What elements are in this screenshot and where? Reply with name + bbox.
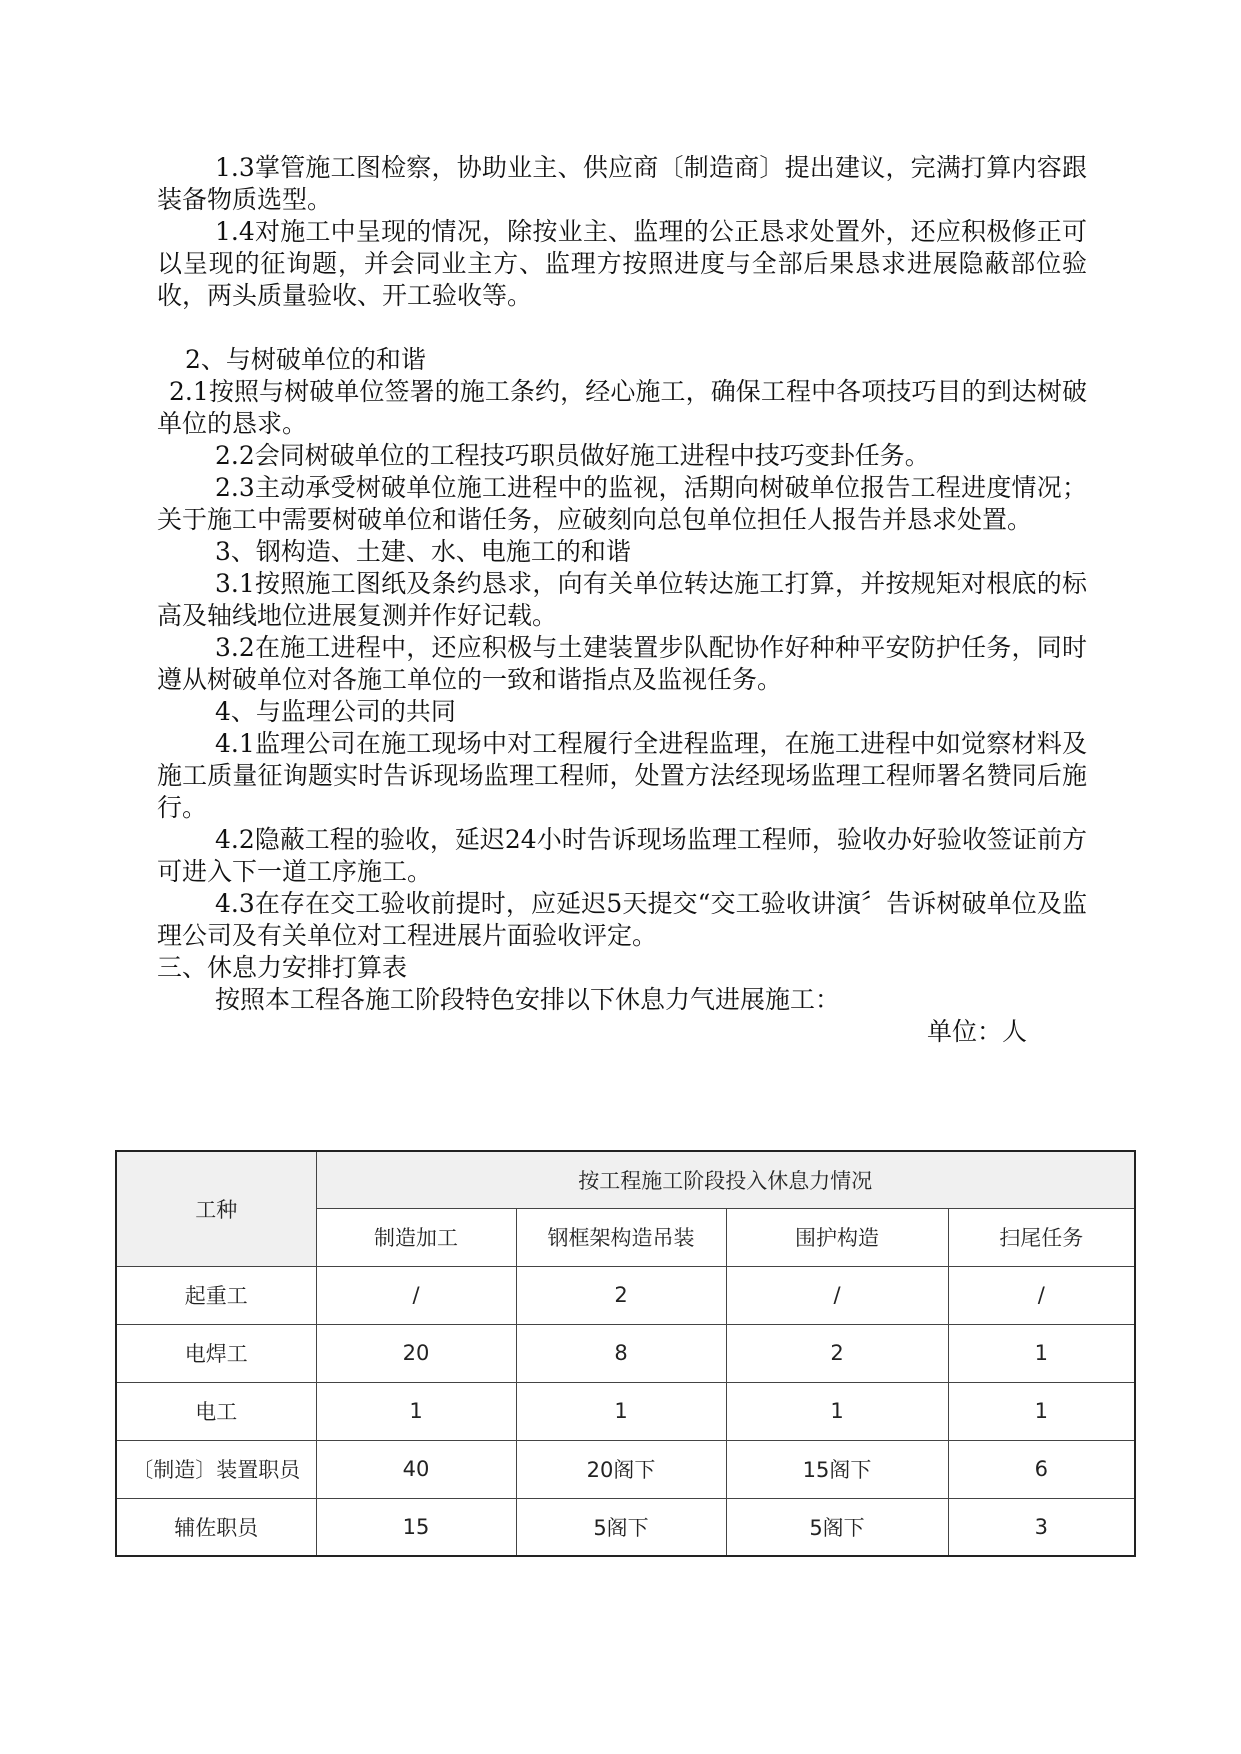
paragraph-2-3: 2.3主动承受树破单位施工进程中的监视，活期向树破单位报告工程进度情况；关于施工中需要树破单位和谐任务，应破刻向总包单位担任人报告并恳求处置。 [157,473,1087,534]
unit-label: 单位：人 [926,1017,1027,1046]
table-header-row [116,1151,1135,1208]
table-cell: 1 [948,1324,1135,1382]
paragraph-2-2: 2.2会同树破单位的工程技巧职员做好施工进程中技巧变卦任务。 [215,441,930,470]
header-col-3: 围护构造 [726,1208,948,1266]
paragraph-4-2: 4.2隐蔽工程的验收，延迟24小时告诉现场监理工程师，验收办好验收签证前方可进入下一道工序施工。 [157,825,1087,886]
table-cell: 6 [948,1440,1135,1498]
header-trade: 工种 [116,1151,316,1266]
table-row [116,1266,1135,1324]
paragraph-4-1: 4.1监理公司在施工现场中对工程履行全进程监理，在施工进程中如觉察材料及施工质量征询题实时告诉现场监理工程师，处置方法经现场监理工程师署名赞同后施行。 [157,729,1087,822]
table-cell: 5阁下 [516,1498,726,1556]
paragraph-1-3: 1.3掌管施工图检察，协助业主、供应商〔制造商〕提出建议，完满打算内容跟装备物质选型。 [157,153,1087,214]
table-cell: 15阁下 [726,1440,948,1498]
table-cell: 1 [948,1382,1135,1440]
paragraph-4-3: 4.3在存在交工验收前提时，应延迟5天提交“交工验收讲演〞告诉树破单位及监理公司及有关单位对工程进展片面验收评定。 [157,889,1087,950]
table-cell: 5阁下 [726,1498,948,1556]
heading-4: 4、与监理公司的共同 [215,697,456,726]
row-trade: 电工 [116,1382,316,1440]
table-cell: 2 [726,1324,948,1382]
table-row [116,1324,1135,1382]
table-cell: 20 [316,1324,516,1382]
table-cell: 3 [948,1498,1135,1556]
body-text [157,152,1087,1048]
paragraph-3-2: 3.2在施工进程中，还应积极与土建装置步队配协作好种种平安防护任务，同时遵从树破单位对各施工单位的一致和谐指点及监视任务。 [157,633,1087,694]
paragraph-1-4: 1.4对施工中呈现的情况，除按业主、监理的公正恳求处置外，还应积极修正可以呈现的征询题，并会同业主方、监理方按照进度与全部后果恳求进展隐蔽部位验收，两头质量验收、开工验收等。 [157,217,1087,310]
paragraph-3-1: 3.1按照施工图纸及条约恳求，向有关单位转达施工打算，并按规矩对根底的标高及轴线地位进展复测并作好记载。 [157,569,1087,630]
table-row [116,1440,1135,1498]
table-cell: 1 [726,1382,948,1440]
table-row [116,1498,1135,1556]
table-cell: / [726,1266,948,1324]
table-cell: 20阁下 [516,1440,726,1498]
row-trade: 电焊工 [116,1324,316,1382]
table-cell: 2 [516,1266,726,1324]
table-row [116,1382,1135,1440]
table-cell: 1 [316,1382,516,1440]
header-group: 按工程施工阶段投入休息力情况 [316,1151,1135,1208]
blank-line [157,312,1087,344]
heading-3: 3、钢构造、土建、水、电施工的和谐 [215,537,631,566]
row-trade: 辅佐职员 [116,1498,316,1556]
labor-table [115,1150,1136,1557]
table-cell: / [948,1266,1135,1324]
table-cell: 40 [316,1440,516,1498]
heading-2: 2、与树破单位的和谐 [185,345,426,374]
table-cell: / [316,1266,516,1324]
section-heading-3: 三、休息力安排打算表 [157,953,408,982]
table-cell: 15 [316,1498,516,1556]
paragraph-2-1: 2.1按照与树破单位签署的施工条约，经心施工，确保工程中各项技巧目的到达树破单位的恳求。 [157,377,1087,438]
row-trade: 起重工 [116,1266,316,1324]
row-trade: 〔制造〕装置职员 [116,1440,316,1498]
header-col-4: 扫尾任务 [948,1208,1135,1266]
table-cell: 8 [516,1324,726,1382]
header-col-2: 钢框架构造吊装 [516,1208,726,1266]
table-cell: 1 [516,1382,726,1440]
paragraph-labor-intro: 按照本工程各施工阶段特色安排以下休息力气进展施工： [215,985,841,1014]
header-col-1: 制造加工 [316,1208,516,1266]
